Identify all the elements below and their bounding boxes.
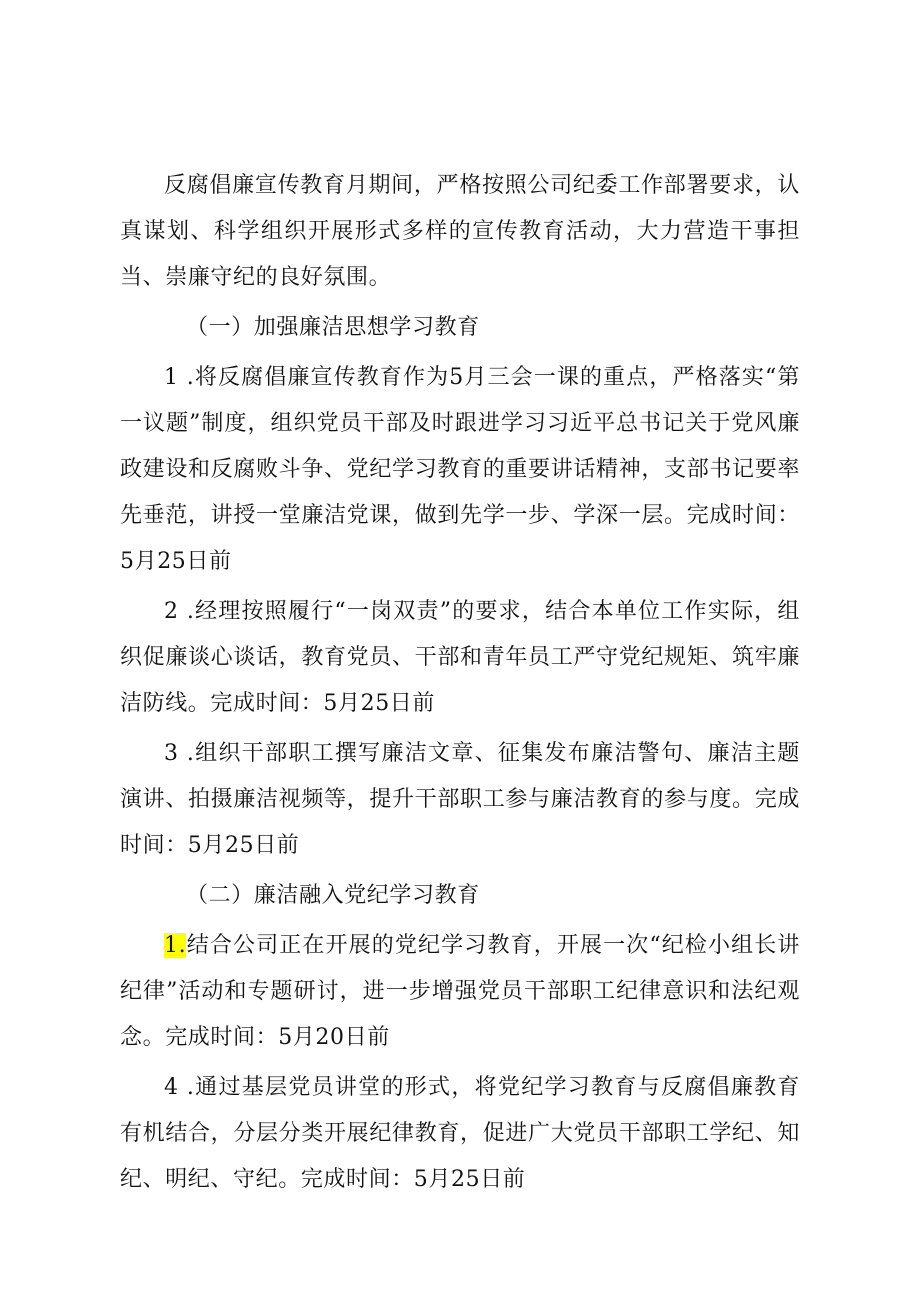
- section-1-item-1: 1 .将反腐倡廉宣传教育作为5月三会一课的重点，严格落实“第一议题”制度，组织党员干部及时跟进学习习近平总书记关于党风廉政建设和反腐败斗争、党纪学习教育的重要讲话精神，支部书记要率先垂范，讲授一堂廉洁党课，做到先学一步、学深一层。完成时间：5月25日前: [120, 365, 800, 574]
- section-1-heading: （一）加强廉洁思想学习教育: [186, 315, 480, 340]
- section-1-item-3: 3 .组织干部职工撰写廉洁文章、征集发布廉洁警句、廉洁主题演讲、拍摄廉洁视频等，提升干部职工参与廉洁教育的参与度。完成时间：5月25日前: [120, 741, 800, 858]
- section-1-item-2: 2 .经理按照履行“一岗双责”的要求，结合本单位工作实际，组织促廉谈心谈话，教育党员、干部和青年员工严守党纪规矩、筑牢廉洁防线。完成时间：5月25日前: [120, 599, 800, 716]
- document-body: [120, 163, 800, 1207]
- section-2-item-2: 4 .通过基层党员讲堂的形式，将党纪学习教育与反腐倡廉教育有机结合，分层分类开展纪律教育，促进广大党员干部职工学纪、知纪、明纪、守纪。完成时间：5月25日前: [120, 1075, 800, 1192]
- section-2-item-1-text: 结合公司正在开展的党纪学习教育，开展一次“纪检小组长讲纪律”活动和专题研讨，进一步增强党员干部职工纪律意识和法纪观念。完成时间：5月20日前: [120, 933, 800, 1050]
- section-2-item-1: [120, 923, 800, 1061]
- section-2-heading: （二）廉洁融入党纪学习教育: [186, 883, 480, 908]
- highlighted-item-marker: 1.: [164, 933, 187, 958]
- intro-paragraph: 反腐倡廉宣传教育月期间，严格按照公司纪委工作部署要求，认真谋划、科学组织开展形式多样的宣传教育活动，大力营造干事担当、崇廉守纪的良好氛围。: [120, 173, 800, 290]
